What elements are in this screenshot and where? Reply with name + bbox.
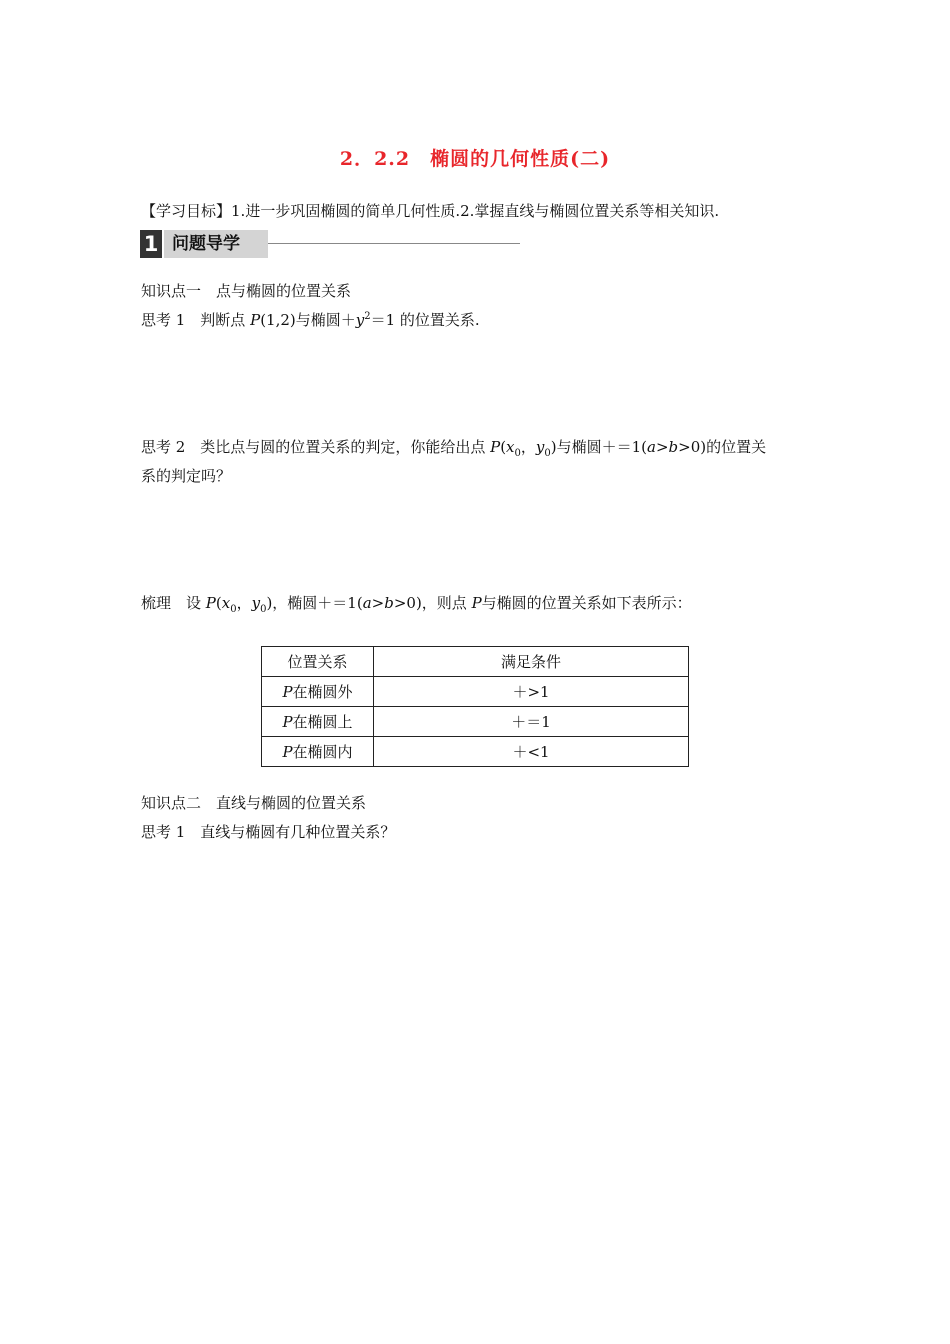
table-cell-relation <box>262 677 374 707</box>
kp1-think2-line2: 系的判定吗？ <box>141 467 232 485</box>
point-p: P <box>250 311 261 329</box>
subscript-x: 0 <box>230 604 237 615</box>
table-header-cell: 位置关系 <box>262 647 374 677</box>
gt-sign: > <box>371 594 385 612</box>
objective-text: 1.进一步巩固椭圆的简单几何性质.2.掌握直线与椭圆位置关系等相关知识. <box>231 202 720 220</box>
summary-mid: )，椭圆＋＝1( <box>266 594 363 612</box>
page-title: 2．2.2 椭圆的几何性质(二) <box>339 148 611 170</box>
table-cell-relation <box>262 737 374 767</box>
summary-prefix: 梳理 设 <box>141 594 206 612</box>
table-cell-condition: ＋<1 <box>374 737 689 767</box>
table-cell-condition: ＋>1 <box>374 677 689 707</box>
section-number: 1 <box>140 230 162 258</box>
point-p: P <box>282 743 293 761</box>
relation-text: 在椭圆内 <box>292 743 353 761</box>
section-label-box <box>164 230 268 258</box>
position-relation-table <box>261 646 689 767</box>
subscript-y: 0 <box>260 604 267 615</box>
var-y: y <box>251 594 261 612</box>
table-row <box>262 707 689 737</box>
kp1-heading: 知识点一 点与椭圆的位置关系 <box>141 282 352 300</box>
gt-sign: > <box>655 438 669 456</box>
paren-open: ( <box>215 594 222 612</box>
paren-open: ( <box>500 438 507 456</box>
subscript-x: 0 <box>514 448 521 459</box>
var-x: x <box>221 594 231 612</box>
point-p: P <box>282 683 293 701</box>
comma: ， <box>520 438 536 456</box>
var-x: x <box>506 438 515 456</box>
exponent: 2 <box>364 311 371 322</box>
think1-coord: (1,2)与椭圆＋ <box>260 311 356 329</box>
var-a: a <box>362 594 372 612</box>
kp1-think1 <box>141 309 480 330</box>
point-p: P <box>471 594 482 612</box>
table-header-row <box>262 647 689 677</box>
comma: ， <box>236 594 252 612</box>
var-b: b <box>668 438 679 456</box>
think2-prefix: 思考 2 类比点与圆的位置关系的判定，你能给出点 <box>141 438 491 456</box>
section-label: 问题导学 <box>172 234 240 254</box>
subscript-y: 0 <box>544 448 551 459</box>
var-a: a <box>647 438 656 456</box>
learning-objective <box>141 200 719 221</box>
relation-text: 在椭圆外 <box>292 683 353 701</box>
summary-mid2: >0)，则点 <box>393 594 472 612</box>
kp2-think1: 思考 1 直线与椭圆有几种位置关系？ <box>141 823 396 841</box>
section-rule <box>268 243 520 244</box>
table-header-cell: 满足条件 <box>374 647 689 677</box>
point-p: P <box>282 713 293 731</box>
kp1-summary <box>141 592 692 615</box>
table-cell-relation <box>262 707 374 737</box>
var-y: y <box>355 311 365 329</box>
table-row <box>262 737 689 767</box>
think2-end: >0)的位置关 <box>678 438 767 456</box>
table-row <box>262 677 689 707</box>
var-y: y <box>535 438 545 456</box>
kp1-think2 <box>141 436 766 459</box>
var-b: b <box>384 594 394 612</box>
point-p: P <box>205 594 216 612</box>
think1-prefix: 思考 1 判断点 <box>141 311 251 329</box>
think2-mid: )与椭圆＋＝1( <box>550 438 648 456</box>
section-banner <box>140 230 520 258</box>
think1-suffix: ＝1 的位置关系. <box>370 311 480 329</box>
kp2-heading: 知识点二 直线与椭圆的位置关系 <box>141 794 367 812</box>
summary-suffix: 与椭圆的位置关系如下表所示： <box>481 594 692 612</box>
table-cell-condition: ＋＝1 <box>374 707 689 737</box>
objective-tag: 【学习目标】 <box>141 202 232 220</box>
relation-text: 在椭圆上 <box>292 713 353 731</box>
point-p: P <box>490 438 501 456</box>
